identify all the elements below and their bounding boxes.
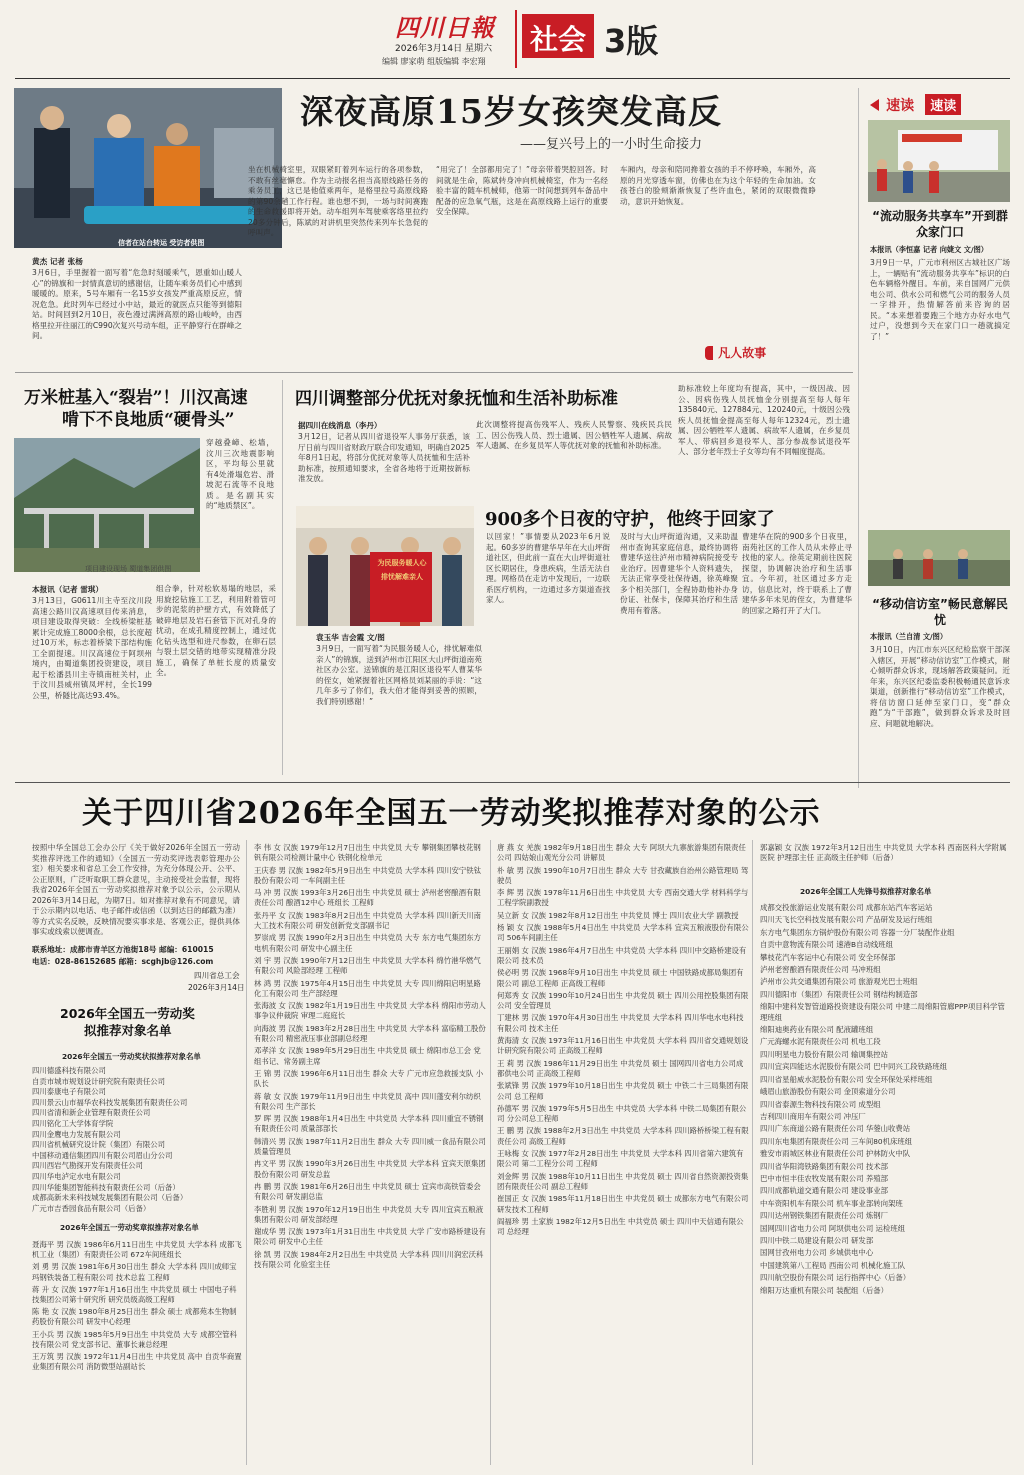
pioneer-unit: 峨眉山旅游股份有限公司 金顶索道分公司 bbox=[760, 1087, 896, 1097]
pioneer-unit: 中车资阳机车有限公司 机车事业部转向架班 bbox=[760, 1198, 903, 1208]
pioneer-unit: 绵阳万达重机有限公司 装配组（后备） bbox=[760, 1285, 888, 1295]
pioneer-unit: 四川成都轨道交通有限公司 建设事业部 bbox=[760, 1186, 888, 1196]
pioneer-unit-list bbox=[760, 903, 1010, 1298]
award-unit: 广元市吉香园食品有限公司（后备） bbox=[32, 1203, 151, 1213]
award-unit: 自贡市城市规划设计研究院有限责任公司 bbox=[32, 1076, 166, 1086]
pioneer-unit: 泸州市公共交通集团有限公司 旅游观光巴士班组 bbox=[760, 977, 918, 987]
award-unit: 四川铭化工大学体育学院 bbox=[32, 1118, 114, 1128]
pioneer-unit: 四川省华阳湾铁路集团有限公司 技术部 bbox=[760, 1161, 888, 1171]
medal-person: 王庆春 男 汉族 1982年5月9日出生 中共党员 大学本科 四川安宁铁钛股份有限公司 一车间副主任 bbox=[254, 865, 482, 885]
award-unit: 成都高新未来科技城发展集团有限公司（后备） bbox=[32, 1193, 188, 1203]
medal-person: 王万筑 男 汉族 1972年11月4日出生 中共党员 高中 自贡华商置业集团有限公司 消防微型站副站长 bbox=[32, 1352, 242, 1372]
medal-person: 向海波 男 汉族 1983年2月28日出生 中共党员 大学本科 富临精工股份有限公司 精密液压事业部副总经理 bbox=[254, 1023, 486, 1044]
story-tag bbox=[705, 342, 815, 360]
notice-phone: 电话：028-86152685 邮箱：scghjb@126.com bbox=[32, 957, 214, 966]
notice-intro: 按照中华全国总工会办公厅《关于做好2026年全国五一劳动奖推荐评选工作的通知》（全国五一劳动奖评选表彰管理办公室）相关要求和省总工会工作安排，为充分体现公开、公平、公正原则，广泛听取职工群众意见，主动接受社会监督，现将我省2026年全国五一劳动奖拟推荐对象予以公示，公示期从2026年3月14日起，为期7日。如对推荐对象有不同意见，请于公示期内以电话、电子邮件或信函（以到达日的邮戳为准）等方式实名反映，反映情况要实事求是、客观公正，提供具体事实或线索以便调查。 bbox=[32, 843, 240, 936]
pioneer-unit: 绵阳中建科发智管道路投资建设有限公司 中建二局绵阳管廊PPP项目科学管理班组 bbox=[760, 1002, 1005, 1022]
award-unit: 四川金鹰电力发展有限公司 bbox=[32, 1129, 121, 1139]
quick-read-1-byline: 本报讯（李恒嘉 记者 向婕文 文/图） bbox=[870, 245, 988, 254]
pioneer-unit: 广元海螺水泥有限责任公司 机电工段 bbox=[760, 1037, 881, 1047]
guard-body-4: 曹建华在院的900多个日夜里，南苑社区的工作人员从未停止寻找他的家人。徐英定期前往医院探望，协调解决治疗和生活事宜。今年初，社区通过多方走访，信息比对，终于联系上了曹建华多年未见的侄女，为曹建华的回家之路打开了大门。 bbox=[742, 532, 852, 615]
notice-divider-1 bbox=[246, 840, 247, 1465]
medal-person: 刘 宇 男 汉族 1990年7月12日出生 中共党员 大学本科 绵竹港华燃气有限公司 风险部经理 工程师 bbox=[254, 955, 481, 976]
lead-photo bbox=[14, 88, 282, 248]
pioneer-unit: 国网甘孜州电力公司 乡城供电中心 bbox=[760, 1248, 874, 1258]
medal-person: 孙德军 男 汉族 1979年5月5日出生 中共党员 大学本科 中铁二局集团有限公司 分公司总工程师 bbox=[497, 1103, 747, 1124]
medal-person: 崔国正 女 汉族 1985年11月18日出生 中共党员 硕士 成都东方电气有限公司 研发技术工程师 bbox=[497, 1194, 749, 1214]
notice-headline: 关于四川省2026年全国五一劳动奖拟推荐对象的公示 bbox=[82, 796, 821, 831]
list-title-1: 2026年全国五一劳动奖 bbox=[60, 1006, 195, 1021]
bridge-headline-2: 啃下不良地质“硬骨头” bbox=[62, 410, 235, 430]
bridge-body-a: 穿越叠嶂、松墙，汶川三次地震影响区，平均每公里就有4处滑塌危岩、滑坡泥石流等不良地质。是名副其实的“地质禁区”。 bbox=[206, 438, 274, 510]
pioneer-unit: 四川天飞长空科技发展有限公司 产品研发及运行班组 bbox=[760, 915, 933, 925]
quick-read-badge-text: 速读 bbox=[930, 99, 957, 114]
medal-person: 丁建林 男 汉族 1970年4月30日出生 中共党员 大学本科 四川华电水电科技有限公司 技术主任 bbox=[497, 1013, 744, 1033]
medal-person: 吴立新 女 汉族 1982年8月12日出生 中共党员 博士 四川农业大学 副教授 bbox=[497, 910, 739, 920]
medal-person: 邓孝洋 女 汉族 1989年5月29日出生 中共党员 硕士 绵阳市总工会 党组书记、常务副主席 bbox=[254, 1046, 481, 1066]
issue-date: 2026年3月14日 星期六 bbox=[395, 44, 492, 54]
pioneer-unit: 攀枝花汽车客运中心有限公司 安全环保部 bbox=[760, 952, 896, 962]
medal-person: 蒋 敏 女 汉族 1979年11月9日出生 中共党员 高中 四川蓬安利尔纺织有限公司 生产部长 bbox=[254, 1091, 481, 1111]
bridge-photo bbox=[14, 438, 200, 572]
lead-subtitle: ——复兴号上的一小时生命接力 bbox=[520, 137, 703, 152]
guard-byline: 袁玉华 吉会霞 文/图 bbox=[316, 633, 385, 642]
quick-read-badge bbox=[925, 94, 961, 115]
masthead-rule bbox=[15, 78, 1010, 79]
quick-read-2-body: 3月10日，内江市东兴区纪检监察干部深入辖区，开展“移动信访室”工作模式，耐心倾听群众诉求，现场解答政策疑问。近年来，东兴区纪委监委积极畅通民意诉求渠道，创新推行“移动信访室”工作模式，将信访窗口延伸至家门口，变“群众跑”为“干部跑”，做到群众诉求及时回应、问题就地解决。 bbox=[870, 645, 1010, 728]
medal-person: 马 冲 男 汉族 1993年3月26日出生 中共党员 硕士 泸州老窖酿酒有限责任公司 酿酒12中心 班组长 工程师 bbox=[254, 888, 481, 908]
guard-body-3: 及时与大山坪街道沟通，又来助温州市查询其家庭信息，最终协调将曹建华送往泸州市精神病院接受专业治疗。因曹建华个人资料遗失，无法正常享受社保待遇，徐英峰聚多个相关部门，全程协助他补办身份证、社保卡，保障其治疗和生活费用有着落。 bbox=[620, 532, 738, 615]
pioneer-section-title: 2026年全国工人先锋号拟推荐对象名单 bbox=[800, 887, 932, 896]
pioneer-unit: 四川达州钢铁集团有限责任公司 炼钢厂 bbox=[760, 1211, 888, 1221]
medal-person: 李 伟 女 汉族 1979年12月7日出生 中共党员 大专 攀钢集团攀枝花钢钒有限公司检测计量中心 铁钢化检单元 bbox=[254, 843, 481, 863]
subsidy-body-1: 3月12日，记者从四川省退役军人事务厅获悉，该厅日前与四川省财政厅联合印发通知，明确自2025年8月1日起，将部分优抚对象等人员抚恤和生活补助标准，按照通知要求，全省各地将于近期按新标准发放。 bbox=[298, 432, 470, 483]
medal-person: 林 鸿 男 汉族 1975年4月15日出生 中共党员 大专 四川绵阳启明星路化工有限公司 生产部经理 bbox=[254, 978, 481, 998]
col4-people-list bbox=[760, 843, 1010, 866]
quick-read-2-byline: 本报讯（兰自清 文/图） bbox=[870, 632, 948, 641]
award-unit: 中国移动通信集团四川有限公司眉山分公司 bbox=[32, 1150, 173, 1160]
lead-body-col1: 3月6日，手里握着一面写着“危急时刻暖乘气，恩重如山暖人心”的锦旗和一封情真意切的感谢信，让随车乘务员们心中感到暖暖的。原来，5号车厢有一名15岁女孩发严重高原反应，情况危急。此时列车已经过小中站，最近的就医点只能等到德阳站。时间回到2月10日，夜色漫过满洲高原的路山峻岭，由西格里拉开往丽江的C990次复兴号动车组，正平静穿行在群峰之间。 bbox=[32, 268, 242, 340]
guard-body-2: 以回家！”事情要从2023年6月说起。60多岁的曹建华早年在大山坪街道社区，但此前一直在大山坪街道社区长期居住，身患疾病，生活无法自理。网格员在走访中发现后，一边联系医疗机构，一边通过多方渠道查找家人。 bbox=[486, 532, 610, 604]
page-number: 3版 bbox=[604, 22, 659, 60]
notice-divider-3 bbox=[752, 840, 753, 1465]
list-title-2: 拟推荐对象名单 bbox=[84, 1023, 172, 1038]
medal-person: 李 辉 男 汉族 1978年11月6日出生 中共党员 大专 西南交通大学 材料科学与工程学院副教授 bbox=[497, 888, 749, 908]
medal-person: 蒋 升 女 汉族 1977年1月16日出生 中共党员 硕士 中国电子科技集团公司第十研究所 研究员级高级工程师 bbox=[32, 1284, 237, 1305]
subsidy-body-3: 助标准较上年度均有提高，其中，一级因战、因公、因病伤残人员抚恤金分别提高至每人每年135840元、127884元、120240元，十级因公残疾人员抚恤金提高至每人每年12324元，烈士遗属、因公牺牲军人遗属、病故军人遗属，在乡复员军人、带病回乡退役军人、部分参战参试退役军人、部分老年烈士子女等均有不同幅度提高。 bbox=[678, 384, 850, 456]
pioneer-unit: 四川中铁二局建设有限公司 研发部 bbox=[760, 1235, 874, 1245]
pioneer-unit: 四川航空股份有限公司 运行指挥中心（后备） bbox=[760, 1273, 911, 1283]
lead-photo-caption: 信者在站台转运 受访者供图 bbox=[118, 239, 205, 247]
medal-person: 冉 鹏 男 汉族 1981年6月26日出生 中共党员 硕士 宜宾市高铁管委会有限公司 研发副总监 bbox=[254, 1181, 481, 1202]
medal-person: 罗 晖 男 汉族 1988年1月4日出生 中共党员 大学本科 四川重宜不锈钢有限责任公司 质量部部长 bbox=[254, 1114, 484, 1134]
medal-section-title: 2026年全国五一劳动奖章拟推荐对象名单 bbox=[60, 1223, 199, 1232]
pioneer-unit: 四川省泰源生物科技有限公司 成型组 bbox=[760, 1099, 881, 1109]
medal-person: 张海波 女 汉族 1982年1月19日出生 中共党员 大学本科 绵阳市劳动人事争议仲裁院 审理二庭庭长 bbox=[254, 1001, 486, 1021]
pioneer-unit: 四川明星电力股份有限公司 输调集控站 bbox=[760, 1049, 888, 1059]
pioneer-unit: 四川广东商道公路有限责任公司 华蓥山收费站 bbox=[760, 1124, 911, 1134]
medal-person: 张丹平 女 汉族 1983年8月2日出生 中共党员 大学本科 四川新天川南大工技术有限公司 研发创新党支部副书记 bbox=[254, 910, 482, 931]
medal-people-list bbox=[32, 1240, 242, 1374]
medal-person: 王 锦 男 汉族 1996年6月11日出生 群众 大专 广元市应急救援支队 小队长 bbox=[254, 1068, 484, 1089]
service-vehicle-illustration bbox=[868, 120, 1010, 202]
medal-person: 黄海清 女 汉族 1973年11月16日出生 中共党员 大学本科 四川省交通规划设计研究院有限公司 正高级工程师 bbox=[497, 1036, 749, 1056]
lead-photo-illustration bbox=[14, 88, 282, 248]
award-unit: 四川泰康电子有限公司 bbox=[32, 1087, 106, 1097]
story-tag-label: 凡人故事 bbox=[718, 346, 767, 360]
pioneer-unit: 泸州老窖酿酒有限责任公司 马冲班组 bbox=[760, 965, 881, 975]
quick-read-photo-1 bbox=[868, 120, 1010, 202]
pioneer-unit: 国网四川省电力公司 阿坝供电公司 运检班组 bbox=[760, 1223, 906, 1233]
award-unit-list bbox=[32, 1066, 242, 1214]
speaker-icon bbox=[870, 99, 879, 111]
notice-divider-2 bbox=[490, 840, 491, 1465]
medal-person: 王小兵 男 汉族 1985年5月9日出生 中共党员 大专 成都空管科技有限公司 党支部书记、董事长兼总经理 bbox=[32, 1329, 237, 1349]
quick-read-header bbox=[870, 94, 1010, 114]
medal-person: 冉文平 男 汉族 1990年3月26日出生 中共党员 大学本科 宜宾天原集团股份有限公司 研发总监 bbox=[254, 1159, 486, 1179]
subsidy-headline: 四川调整部分优抚对象抚恤和生活补助标准 bbox=[295, 389, 618, 409]
award-unit: 四川德盛科技有限公司 bbox=[32, 1066, 106, 1075]
pioneer-unit: 巴中市恒丰佳农牧发展有限公司 养殖部 bbox=[760, 1173, 888, 1183]
award-unit: 四川西岩气勘探开发有限责任公司 bbox=[32, 1161, 143, 1171]
medal-person: 何郑秀 女 汉族 1990年10月24日出生 中共党员 硕士 四川公用控股集团有限公司 安全管理员 bbox=[497, 990, 749, 1011]
medal-person: 杨 颖 女 汉族 1988年5月4日出生 中共党员 大学本科 宜宾五粮液股份有限公司 506车间副主任 bbox=[497, 923, 749, 943]
medal-person: 朴 敏 男 汉族 1990年10月7日出生 群众 大专 甘孜藏族自治州公路管理局 驾驶员 bbox=[497, 865, 749, 885]
award-section-title: 2026年全国五一劳动奖状拟推荐对象名单 bbox=[62, 1052, 201, 1061]
lead-body-col3: “用完了！全部都用完了！”母亲带着哭腔回答。时间就是生命，陈斌转身冲向机械椅室，作为一名经验丰富的随车机械师，他第一时间想到列车备品中配备的应急氧气瓶，这是在高原线路上运行的重要安全保障。 bbox=[436, 165, 608, 216]
award-unit: 四川华能集团智能科技有限责任公司（后备） bbox=[32, 1182, 180, 1192]
award-unit: 四川景云山市福华农科技发展集团有限责任公司 bbox=[32, 1097, 188, 1107]
medal-person: 罗崇成 男 汉族 1990年2月3日出生 中共党员 大专 东方电气集团东方电机有限公司 研发中心副主任 bbox=[254, 933, 482, 953]
bridge-byline: 本报讯（记者 雷琪） bbox=[32, 585, 103, 594]
guard-headline: 900多个日夜的守护，他终于回家了 bbox=[485, 509, 775, 530]
medal-person: 侯必明 男 汉族 1968年9月10日出生 中共党员 硕士 中国铁路成都局集团有限公司 副总工程师 正高级工程师 bbox=[497, 968, 744, 988]
subsidy-body-2: 此次调整将提高伤残军人、残疾人民警察、残疾民兵民工、因公伤残人员、烈士遗属、因公牺牲军人遗属、病故军人遗属、在乡复员军人等优抚对象的抚恤和补助标准。 bbox=[476, 420, 672, 450]
award-unit: 四川华电泸定水电有限公司 bbox=[32, 1171, 121, 1181]
right-column-divider bbox=[858, 88, 859, 788]
subsidy-byline: 据四川在线消息（李丹） bbox=[298, 421, 382, 430]
bridge-body-c: 组合拳，针对松软易塌的地层，采用旋挖钻施工工艺，利用附着管可步的泥浆的护壁方式，有效降低了破碎地层及岩石套管下沉对孔身的扰动，在成孔精度控制上，通过优化钻头选型和进尺参数，在卵石层与裂土层交错的地带实现精准分段施工，确保了单桩长度的质量安全。 bbox=[156, 584, 276, 677]
newspaper-logo: 四川日報 bbox=[395, 13, 495, 42]
pioneer-unit: 自贡中意物流有限公司 速港B自动线班组 bbox=[760, 940, 894, 950]
medal-person: 陈 艳 女 汉族 1980年8月25日出生 群众 硕士 成都苑本生物制药股份有限公司 研发中心经理 bbox=[32, 1307, 237, 1327]
lead-body-col2: 坐在机械椅室里，双眼紧盯着列车运行的各项参数，不敢有丝毫懈怠。作为主动报名担当高原线路任务的乘务员工，这已是他值乘两年，是格里拉号高原线路的第90余趟工作行程。谁也想不到，一场与时间赛跑的生命救援即将开始。动车组列车驾驶乘客络里拉约20多分钟后，陈斌的对讲机里突然传来列车长急促的呼叫声。 bbox=[248, 165, 428, 237]
medal-person: 王 莉 男 汉族 1986年11月29日出生 中共党员 硕士 国网四川省电力公司成都供电公司 正高级工程师 bbox=[497, 1058, 744, 1078]
medal-person: 张斌锋 男 汉族 1979年10月18日出生 中共党员 硕士 中铁二十三局集团有限公司 总工程师 bbox=[497, 1081, 749, 1101]
banner-line-1: 为民服务暖人心 bbox=[377, 559, 427, 567]
banner-line-2: 排忧解难亲人 bbox=[381, 573, 423, 581]
quick-read-1-title: “流动服务共享车”开到群众家门口 bbox=[872, 209, 1008, 239]
medal-person: 阎福珍 男 土家族 1982年12月5日出生 中共党员 硕士 四川中天信通有限公司 总经理 bbox=[497, 1216, 744, 1237]
pioneer-unit: 东方电气集团东方锅炉股份有限公司 容器一分厂装配作业组 bbox=[760, 927, 955, 937]
pioneer-unit: 四川宜宾四能达水泥股份有限公司 巴中同兴工段铁路班组 bbox=[760, 1062, 948, 1072]
medal-person: 王 鹏 男 汉族 1988年2月3日出生 中共党员 大学本科 四川路桥桥梁工程有限责任公司 高级工程师 bbox=[497, 1126, 749, 1146]
section-name: 社会 bbox=[530, 23, 587, 56]
upper-bottom-rule bbox=[15, 782, 1010, 783]
notice-contact: 联系地址：成都市青羊区方池街18号 邮编：610015 bbox=[32, 945, 214, 954]
guard-body-1: 3月9日，一面写着“为民服务暖人心，排忧解难似亲人”的锦旗，送到泸州市江阳区大山坪街道南苑社区办公室。送锦旗的是江阳区退役军人曹某华的侄女，她紧握着社区网格员刘某丽的手说：“这几年多亏了你们，我大伯才能得到妥善的照顾，我们特别感谢！” bbox=[316, 644, 482, 706]
pioneer-unit: 四川德阳市（集团）有限责任公司 钢结构制造部 bbox=[760, 989, 918, 999]
bridge-headline-1: 万米桩基入“裂岩”！川汉高速 bbox=[24, 388, 248, 408]
notice-issuer: 四川省总工会 bbox=[194, 971, 240, 980]
bridge-body-b: 3月13日，G0611川主寺至汶川段高速公路川汉高速项目传来消息，项目建设取得突破：全线桥梁桩基累计完成施工8000余根，总长度超过10万米，标志着桥梁下部结构施工全面提速。川汉高速位于阿坝州境内，由蜀道集团投资建设，项目起于松潘县川主寺镇南桩关村，止于汶川县威州镇凤坪村，全长199公里，桥隧比高达93.4%。 bbox=[32, 596, 152, 700]
medal-person: 李胜利 男 汉族 1970年12月19日出生 中共党员 大专 四川宜宾五粮液集团有限公司 研发部经理 bbox=[254, 1204, 484, 1224]
lead-byline: 黄杰 记者 张杨 bbox=[32, 257, 83, 266]
medal-person: 聂海平 男 汉族 1986年6月11日出生 中共党员 大学本科 成都飞机工业（集团）有限责任公司 672车间班组长 bbox=[32, 1240, 242, 1260]
masthead bbox=[0, 0, 1024, 78]
lead-headline: 深夜高原15岁女孩突发高反 bbox=[300, 92, 722, 131]
pioneer-unit: 成都交投旅游运业发展有限公司 成都东站汽车客运站 bbox=[760, 903, 933, 912]
pioneer-unit: 绵阳迪奥药业有限公司 配液罐班组 bbox=[760, 1025, 874, 1035]
quick-read-photo-2 bbox=[868, 530, 1010, 586]
story-tag-icon bbox=[705, 346, 713, 360]
quick-read-1-body: 3月9日一早，广元市利州区古城社区广场上，一辆贴有“流动服务共享车”标识的白色车辆格外醒目。车前，来自国网广元供电公司、供水公司和燃气公司的服务人员一字排开，热情解答前来咨询的居民。“本来想着要跑三个地方办好水电气过户，没想到今天在家门口一趟就搞定了！” bbox=[870, 258, 1010, 341]
medal-person: 郭嘉颖 女 汉族 1972年3月12日出生 中共党员 大学本科 西南医科大学附属医院 护理部主任 正高级主任护师（后备） bbox=[760, 843, 1007, 863]
medal-person: 王咏梅 女 汉族 1977年2月28日出生 中共党员 大学本科 四川省第六建筑有限公司 第二工程分公司 工程师 bbox=[497, 1149, 744, 1169]
medal-person: 唐 燕 女 羌族 1982年9月18日出生 群众 大专 阿坝大九寨旅游集团有限责任公司 四姑娘山观光分公司 讲解员 bbox=[497, 843, 746, 863]
lead-bottom-rule bbox=[15, 372, 853, 373]
visitors-office-illustration bbox=[868, 530, 1010, 586]
bridge-construction-illustration bbox=[14, 438, 200, 572]
medal-person: 刘金辉 男 汉族 1988年10月11日出生 中共党员 硕士 四川省自然资源投资集团有限责任公司 副总工程师 bbox=[497, 1171, 749, 1191]
pioneer-unit: 中国建筑第八工程局 西南公司 机械化施工队 bbox=[760, 1260, 906, 1270]
quick-read-label: 速读 bbox=[886, 97, 915, 114]
medal-person: 谢成华 男 汉族 1973年1月31日出生 中共党员 大学 广安市路桥建设有限公司 研发中心主任 bbox=[254, 1227, 486, 1247]
quick-read-2-title: “移动信访室”畅民意解民忧 bbox=[872, 597, 1008, 627]
medal-person: 王丽娟 女 汉族 1986年4月7日出生 中共党员 大学本科 四川中交路桥建设有限公司 技术员 bbox=[497, 945, 747, 965]
award-unit: 四川省清和新企业管理有限责任公司 bbox=[32, 1108, 151, 1118]
pioneer-unit: 四川省星船威水泥股份有限公司 安全环保处采样班组 bbox=[760, 1074, 933, 1084]
pioneer-unit: 雅安市雨城区林业有限责任公司 护林防火中队 bbox=[760, 1149, 911, 1159]
lead-body-col4: 车厢内，母亲和陪同搀着女孩的手不停呼唤，车厢外，高原的月光穿透车窗，仿佛也在为这个年轻的生命加油。女孩苍白的脸颊渐渐恢复了些许血色，紧闭的双眼微微睁动，意识开始恢复。 bbox=[620, 165, 816, 206]
bridge-photo-caption: 项目建设现场 蜀道集团供图 bbox=[85, 565, 172, 573]
medal-person: 刘 勇 男 汉族 1981年6月30日出生 群众 大学本科 四川成师宝玛钢铁装备工程有限公司 技术总监 工程师 bbox=[32, 1262, 237, 1282]
bridge-divider bbox=[282, 380, 283, 775]
medal-person: 韩清兴 男 汉族 1987年11月2日出生 群众 大专 四川威一食品有限公司 质量管理员 bbox=[254, 1136, 486, 1157]
masthead-divider bbox=[515, 10, 517, 68]
notice-issue-date: 2026年3月14日 bbox=[188, 983, 245, 992]
editor-credits: 编辑 廖家萌 组版编辑 李宏翔 bbox=[382, 57, 486, 66]
pioneer-unit: 吉利四川商用车有限公司 冲压厂 bbox=[760, 1111, 866, 1121]
col3-people-list bbox=[497, 843, 749, 1239]
col2-people-list bbox=[254, 843, 486, 1272]
award-unit: 四川省机械研究设计院（集团）有限公司 bbox=[32, 1140, 166, 1150]
pioneer-unit: 四川东电集团有限责任公司 三车间80机床班组 bbox=[760, 1136, 913, 1146]
medal-person: 徐 凯 男 汉族 1984年2月2日出生 中共党员 大学本科 四川川润宏沃科技有限公司 化验室主任 bbox=[254, 1249, 484, 1269]
